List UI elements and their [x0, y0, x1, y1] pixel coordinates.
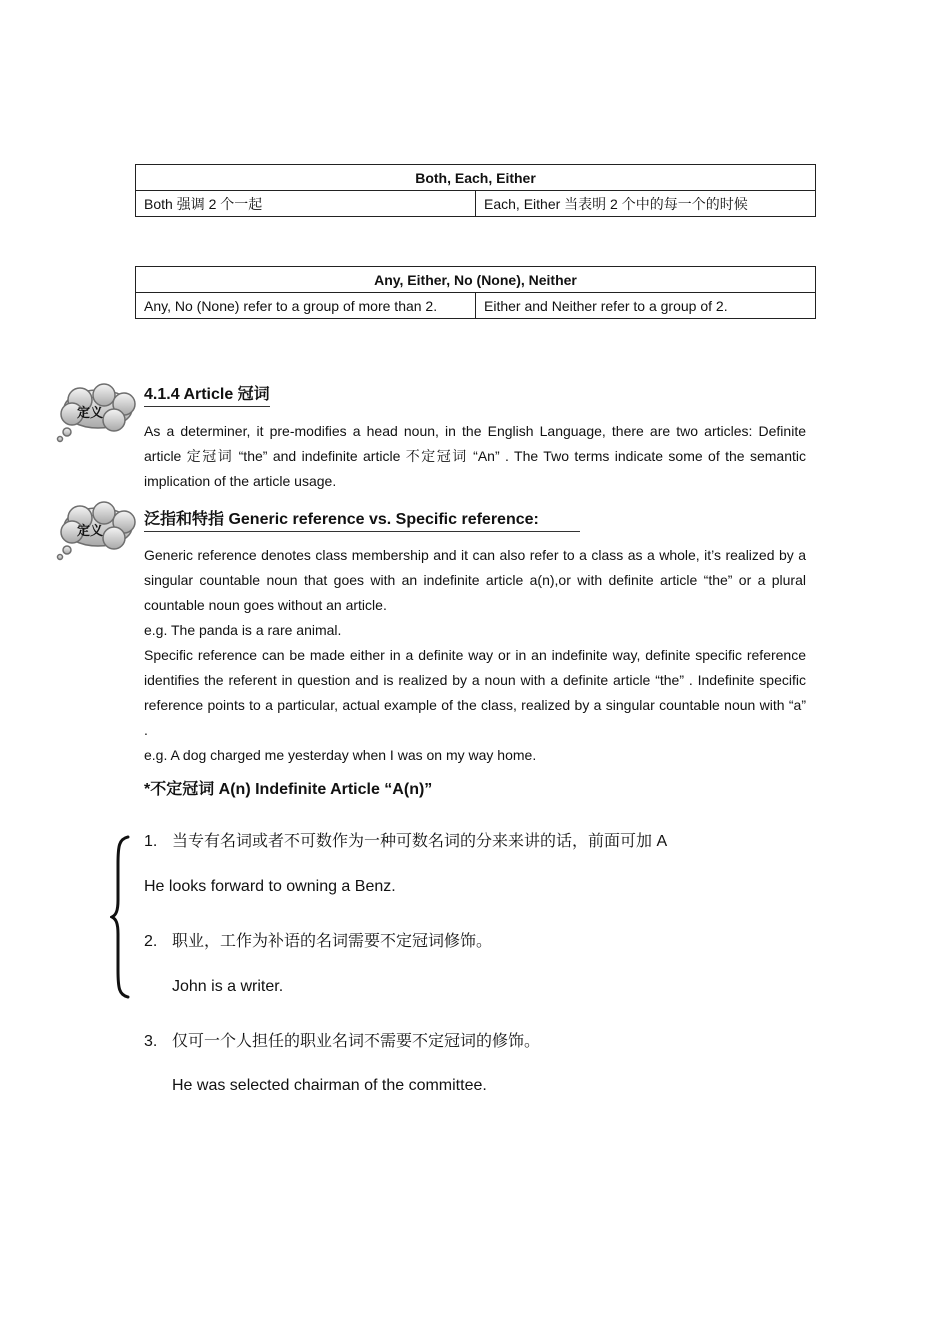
- table-cell-right: Each, Either 当表明 2 个中的每一个的时候: [476, 191, 816, 217]
- section-heading-article: 4.1.4 Article 冠词: [144, 381, 270, 407]
- list-item: [144, 928, 492, 951]
- list-text: 仅可一个人担任的职业名词不需要不定冠词的修饰。: [172, 1033, 541, 1050]
- table-row: [136, 191, 816, 217]
- table-header-cell: Any, Either, No (None), Neither: [136, 267, 816, 293]
- table-row: [136, 293, 816, 319]
- example-line: e.g. A dog charged me yesterday when I was on my way home.: [144, 747, 537, 763]
- specific-reference-paragraph: Specific reference can be made either in a definite way or in an indefinite way, definite specific reference identifies the referent in question and is realized by a noun with a definite article “the” . Indefinite specific reference points to a particular, actual example of the class, realized by a singular countable noun with “a” .: [144, 647, 806, 738]
- list-item: [144, 828, 667, 851]
- list-text: 当专有名词或者不可数作为一种可数名词的分来来讲的话，前面可加 A: [172, 833, 668, 850]
- list-number: 1.: [144, 833, 158, 850]
- badge-label: 定义: [76, 405, 103, 420]
- article-paragraph: As a determiner, it pre-modifies a head noun, in the English Language, there are two articles: Definite article 定冠词 “the” and indefinite article 不定冠词 “An” . The Two terms indicate some of the semantic implication of the article usage.: [144, 423, 806, 489]
- indefinite-article-heading: *不定冠词 A(n) Indefinite Article “A(n)”: [144, 781, 433, 798]
- list-example: John is a writer.: [172, 978, 284, 995]
- list-example: He looks forward to owning a Benz.: [144, 878, 396, 895]
- table-both-each-either: [135, 164, 816, 217]
- list-example: He was selected chairman of the committee.: [172, 1077, 487, 1094]
- table-any-either-no-neither: [135, 266, 816, 319]
- brace-icon: [110, 834, 132, 1000]
- list-number: 3.: [144, 1033, 158, 1050]
- example-line: e.g. The panda is a rare animal.: [144, 622, 342, 638]
- section-heading-reference: 泛指和特指 Generic reference vs. Specific reference:: [144, 506, 580, 532]
- table-header-cell: Both, Each, Either: [136, 165, 816, 191]
- table-header-row: [136, 267, 816, 293]
- generic-reference-paragraph: Generic reference denotes class membership and it can also refer to a class as a whole, it’s realized by a singular countable noun that goes with an indefinite article a(n),or with definite article “the” or a plural countable noun goes without an article.: [144, 547, 806, 613]
- table-cell-left: Any, No (None) refer to a group of more than 2.: [136, 293, 476, 319]
- table-header-row: [136, 165, 816, 191]
- list-number: 2.: [144, 933, 158, 950]
- list-item: [144, 1028, 540, 1051]
- badge-label: 定义: [76, 523, 103, 538]
- table-cell-right: Either and Neither refer to a group of 2.: [476, 293, 816, 319]
- table-cell-left: Both 强调 2 个一起: [136, 191, 476, 217]
- list-text: 职业，工作为补语的名词需要不定冠词修饰。: [172, 933, 493, 950]
